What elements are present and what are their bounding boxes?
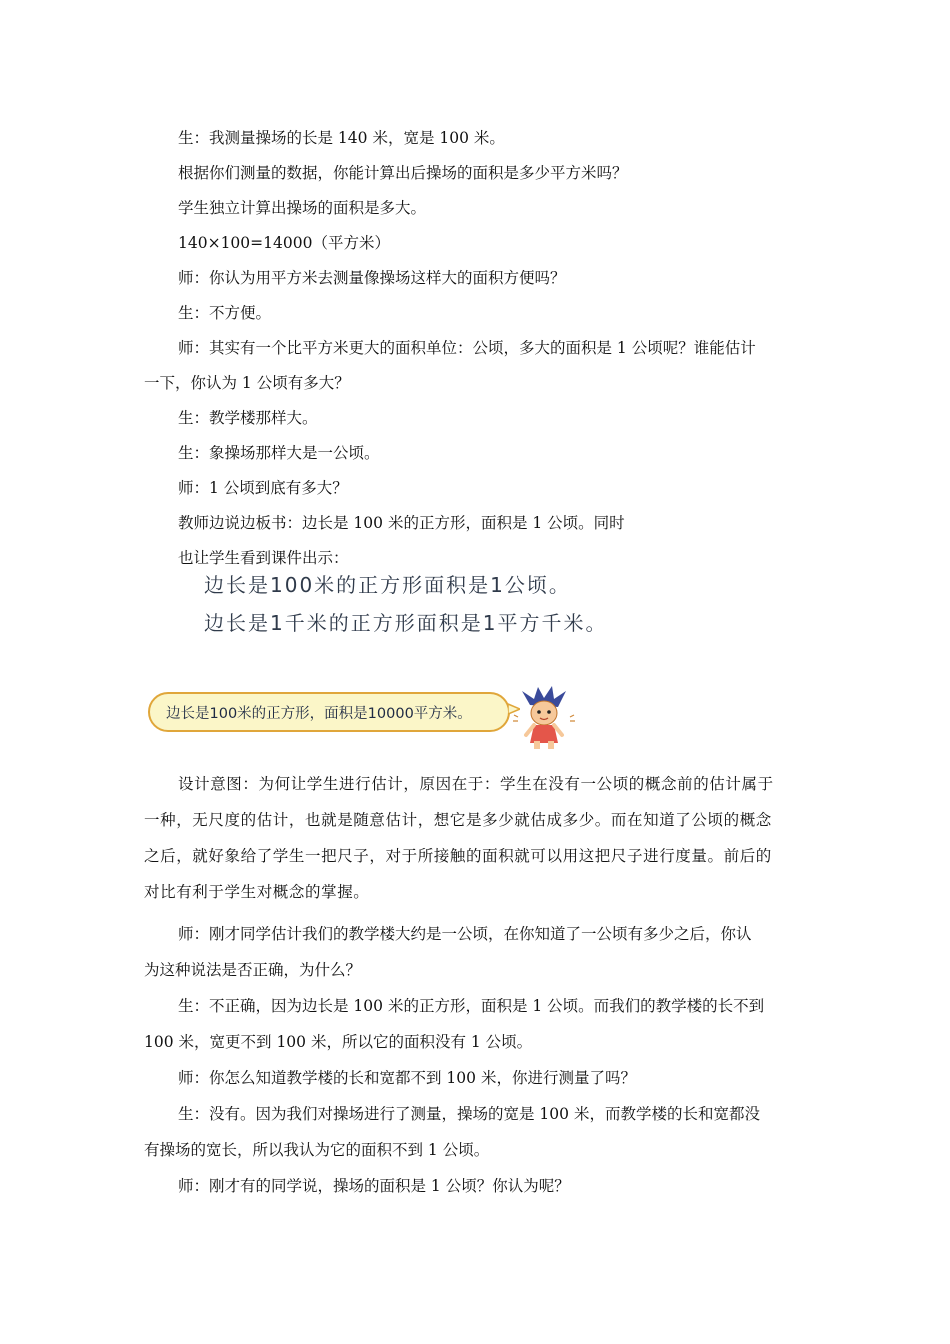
- paragraph: 根据你们测量的数据，你能计算出后操场的面积是多少平方米吗？: [178, 164, 628, 182]
- paragraph: 师：刚才有的同学说，操场的面积是 1 公顷？你认为呢？: [178, 1177, 570, 1195]
- paragraph: 一下，你认为 1 公顷有多大？: [144, 374, 350, 392]
- paragraph: 生：没有。因为我们对操场进行了测量，操场的宽是 100 米，而教学楼的长和宽都没: [178, 1105, 760, 1123]
- paragraph: 100 米，宽更不到 100 米，所以它的面积没有 1 公顷。: [144, 1033, 533, 1051]
- courseware-image: [204, 566, 607, 642]
- paragraph: 为这种说法是否正确，为什么？: [144, 961, 362, 979]
- paragraph: 生：教学楼那样大。: [178, 409, 318, 427]
- courseware-line-1: 边长是100米的正方形面积是1公顷。: [204, 573, 571, 597]
- paragraph: 教师边说边板书：边长是 100 米的正方形，面积是 1 公顷。同时: [178, 514, 625, 532]
- paragraph: 也让学生看到课件出示：: [178, 549, 349, 567]
- paragraph: 对比有利于学生对概念的掌握。: [144, 883, 370, 901]
- paragraph: 师：你怎么知道教学楼的长和宽都不到 100 米，你进行测量了吗？: [178, 1069, 636, 1087]
- paragraph: 有操场的宽长，所以我认为它的面积不到 1 公顷。: [144, 1141, 490, 1159]
- courseware-line-2: 边长是1千米的正方形面积是1平方千米。: [204, 611, 608, 635]
- paragraph: 设计意图：为何让学生进行估计，原因在于：学生在没有一公顷的概念前的估计属于: [178, 775, 774, 793]
- paragraph: 140×100=14000（平方米）: [178, 234, 390, 252]
- cartoon-child-icon: [512, 683, 576, 751]
- paragraph: 生：不正确，因为边长是 100 米的正方形，面积是 1 公顷。而我们的教学楼的长不到: [178, 997, 765, 1015]
- speech-bubble: [148, 692, 510, 732]
- paragraph: 师：你认为用平方米去测量像操场这样大的面积方便吗？: [178, 269, 566, 287]
- paragraph: 一种，无尺度的估计，也就是随意估计，想它是多少就估成多少。而在知道了公顷的概念: [144, 811, 772, 829]
- paragraph: 生：不方便。: [178, 304, 272, 322]
- paragraph: 之后，就好象给了学生一把尺子，对于所接触的面积就可以用这把尺子进行度量。前后的: [144, 847, 772, 865]
- paragraph: 师：1 公顷到底有多大？: [178, 479, 348, 497]
- paragraph: 学生独立计算出操场的面积是多大。: [178, 199, 427, 217]
- paragraph: 师：其实有一个比平方米更大的面积单位：公顷，多大的面积是 1 公顷呢？谁能估计: [178, 339, 756, 357]
- paragraph: 师：刚才同学估计我们的教学楼大约是一公顷，在你知道了一公顷有多少之后，你认: [178, 925, 752, 943]
- speech-bubble-text: 边长是100米的正方形，面积是10000平方米。: [166, 705, 472, 722]
- paragraph: 生：我测量操场的长是 140 米，宽是 100 米。: [178, 129, 505, 147]
- paragraph: 生：象操场那样大是一公顷。: [178, 444, 380, 462]
